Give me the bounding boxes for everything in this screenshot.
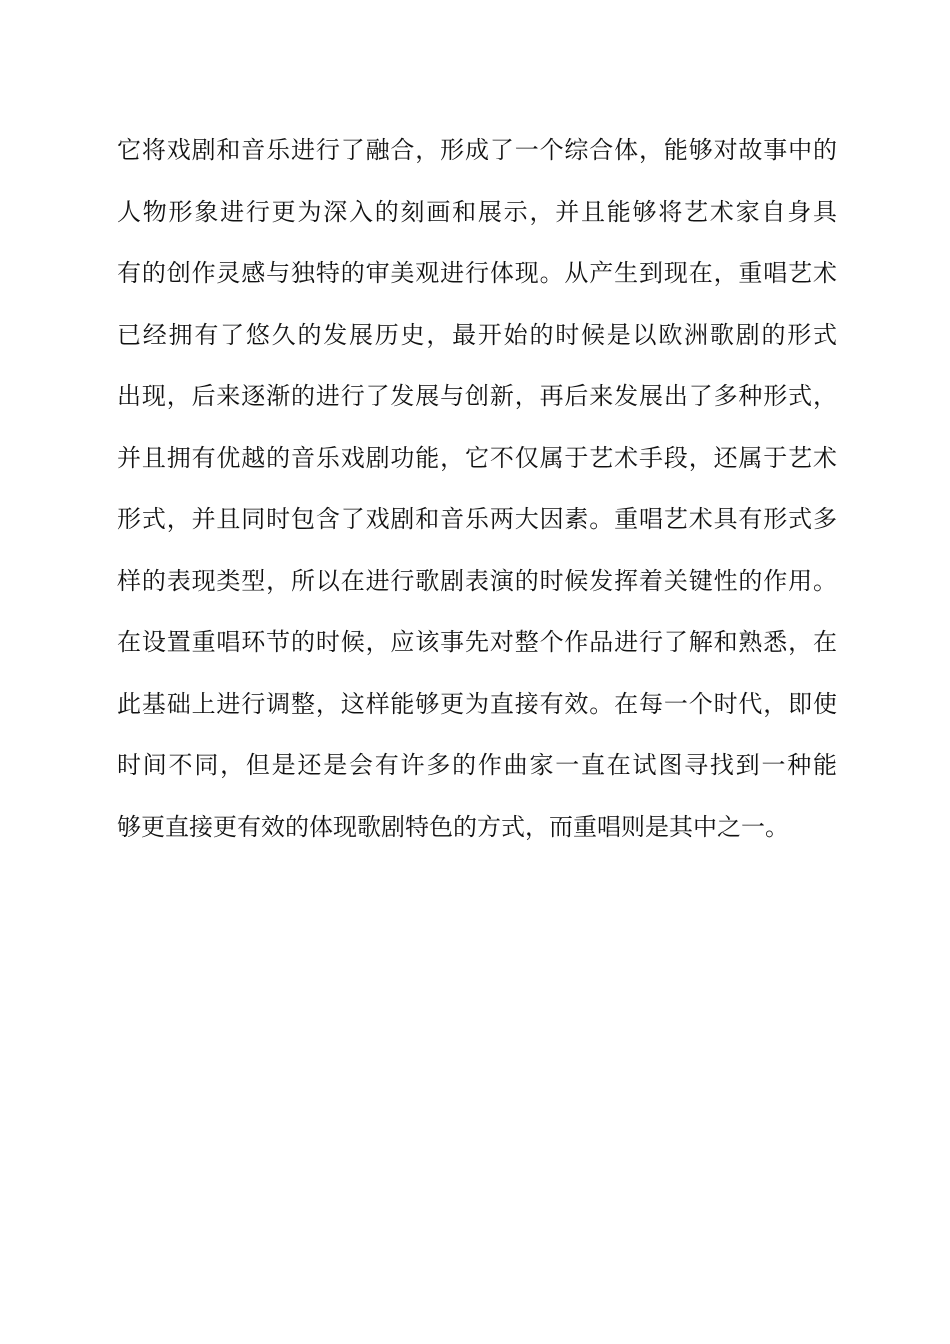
- paragraph-line: 在设置重唱环节的时候，应该事先对整个作品进行了解和熟悉，在: [117, 628, 837, 656]
- paragraph-line: 出现，后来逐渐的进行了发展与创新，再后来发展出了多种形式，: [117, 382, 837, 410]
- paragraph-line: 形式，并且同时包含了戏剧和音乐两大因素。重唱艺术具有形式多: [117, 505, 837, 533]
- paragraph-line: 已经拥有了悠久的发展历史，最开始的时候是以欧洲歌剧的形式: [117, 320, 837, 349]
- paragraph-line: 人物形象进行更为深入的刻画和展示，并且能够将艺术家自身具: [117, 197, 837, 226]
- body-paragraph: [117, 128, 837, 866]
- paragraph-line: 样的表现类型，所以在进行歌剧表演的时候发挥着关键性的作用。: [117, 566, 837, 595]
- paragraph-line: 有的创作灵感与独特的审美观进行体现。从产生到现在，重唱艺术: [117, 259, 837, 287]
- paragraph-line: 并且拥有优越的音乐戏剧功能，它不仅属于艺术手段，还属于艺术: [117, 443, 837, 472]
- paragraph-line: 时间不同，但是还是会有许多的作曲家一直在试图寻找到一种能: [117, 751, 837, 779]
- paragraph-line: 它将戏剧和音乐进行了融合，形成了一个综合体，能够对故事中的: [117, 136, 837, 164]
- paragraph-line: 此基础上进行调整，这样能够更为直接有效。在每一个时代，即使: [117, 689, 837, 718]
- paragraph-line: 够更直接更有效的体现歌剧特色的方式，而重唱则是其中之一。: [117, 812, 789, 841]
